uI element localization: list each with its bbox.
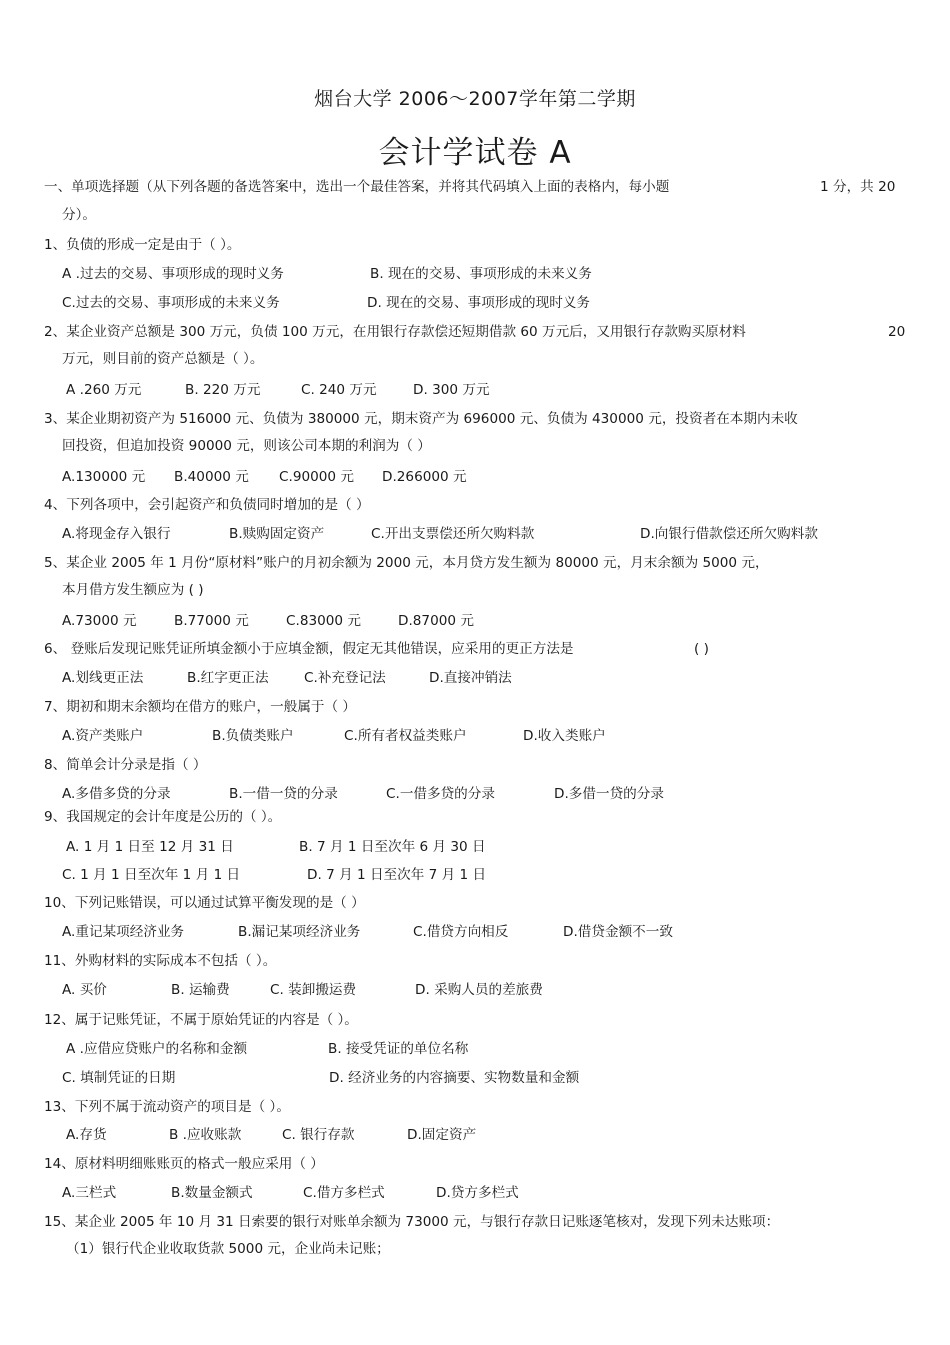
question-13-option-d: D.固定资产	[407, 1127, 477, 1143]
question-2-stem-amount: 20	[888, 324, 906, 340]
question-5-option-b: B.77000 元	[174, 613, 249, 629]
question-11-option-d: D. 采购人员的差旅费	[415, 982, 543, 998]
question-5-stem-line1: 5、某企业 2005 年 1 月份“原材料”账户的月初余额为 2000 元，本月贷方发生额为 80000 元，月末余额为 5000 元，	[44, 555, 769, 571]
question-3-option-a: A.130000 元	[62, 469, 146, 485]
question-1-stem: 1、负债的形成一定是由于（ ）。	[44, 237, 241, 253]
question-13-stem: 13、下列不属于流动资产的项目是（ ）。	[44, 1099, 290, 1115]
question-9-stem: 9、我国规定的会计年度是公历的（ ）。	[44, 809, 282, 825]
question-8-option-d: D.多借一贷的分录	[554, 786, 664, 802]
question-12-option-d: D. 经济业务的内容摘要、实物数量和金额	[329, 1070, 580, 1086]
question-11-option-c: C. 装卸搬运费	[270, 982, 357, 998]
question-14-option-b: B.数量金额式	[171, 1185, 253, 1201]
question-14-option-d: D.贷方多栏式	[436, 1185, 519, 1201]
question-3-option-d: D.266000 元	[382, 469, 467, 485]
question-4-option-b: B.赎购固定资产	[229, 526, 325, 542]
question-12-option-c: C. 填制凭证的日期	[62, 1070, 176, 1086]
question-12-option-a: A .应借应贷账户的名称和金额	[66, 1041, 248, 1057]
question-7-option-c: C.所有者权益类账户	[344, 728, 467, 744]
question-1-option-d: D. 现在的交易、事项形成的现时义务	[367, 295, 591, 311]
section-heading-cont: 分）。	[62, 207, 96, 223]
question-7-stem: 7、期初和期末余额均在借方的账户，一般属于（ ）	[44, 699, 357, 715]
question-6-stem: 6、 登账后发现记账凭证所填金额小于应填金额，假定无其他错误，应采用的更正方法是	[44, 641, 574, 657]
question-11-option-b: B. 运输费	[171, 982, 230, 998]
question-11-option-a: A. 买价	[62, 982, 107, 998]
question-9-option-b: B. 7 月 1 日至次年 6 月 30 日	[299, 839, 486, 855]
question-9-option-c: C. 1 月 1 日至次年 1 月 1 日	[62, 867, 241, 883]
question-6-answer-paren: ( )	[694, 641, 709, 657]
question-2-option-b: B. 220 万元	[185, 382, 261, 398]
question-9-option-a: A. 1 月 1 日至 12 月 31 日	[66, 839, 234, 855]
question-8-stem: 8、简单会计分录是指（ ）	[44, 757, 207, 773]
question-2-option-a: A .260 万元	[66, 382, 142, 398]
question-12-option-b: B. 接受凭证的单位名称	[328, 1041, 469, 1057]
question-7-option-b: B.负债类账户	[212, 728, 294, 744]
question-10-option-d: D.借贷金额不一致	[563, 924, 673, 940]
question-1-option-c: C.过去的交易、事项形成的未来义务	[62, 295, 280, 311]
question-5-option-d: D.87000 元	[398, 613, 474, 629]
question-9-option-d: D. 7 月 1 日至次年 7 月 1 日	[307, 867, 487, 883]
question-11-stem: 11、外购材料的实际成本不包括（ ）。	[44, 953, 277, 969]
question-2-stem-line2: 万元，则目前的资产总额是（ ）。	[62, 351, 264, 367]
question-14-option-c: C.借方多栏式	[303, 1185, 385, 1201]
question-8-option-b: B.一借一贷的分录	[229, 786, 338, 802]
question-12-stem: 12、属于记账凭证，不属于原始凭证的内容是（ ）。	[44, 1012, 358, 1028]
question-1-option-b: B. 现在的交易、事项形成的未来义务	[370, 266, 592, 282]
question-10-option-a: A.重记某项经济业务	[62, 924, 185, 940]
question-1-option-a: A .过去的交易、事项形成的现时义务	[62, 266, 284, 282]
question-13-option-a: A.存货	[66, 1127, 107, 1143]
question-6-option-d: D.直接冲销法	[429, 670, 512, 686]
question-3-stem-line2: 回投资，但追加投资 90000 元，则该公司本期的利润为（ ）	[62, 438, 431, 454]
question-3-option-b: B.40000 元	[174, 469, 249, 485]
question-13-option-c: C. 银行存款	[282, 1127, 355, 1143]
question-7-option-a: A.资产类账户	[62, 728, 144, 744]
question-6-option-a: A.划线更正法	[62, 670, 144, 686]
question-7-option-d: D.收入类账户	[523, 728, 606, 744]
question-6-option-b: B.红字更正法	[187, 670, 269, 686]
question-8-option-a: A.多借多贷的分录	[62, 786, 171, 802]
section-heading: 一、单项选择题（从下列各题的备选答案中，选出一个最佳答案，并将其代码填入上面的表格内，每小题	[44, 179, 670, 195]
question-3-stem-line1: 3、某企业期初资产为 516000 元、负债为 380000 元，期末资产为 696000 元、负债为 430000 元，投资者在本期内未收	[44, 411, 798, 427]
question-4-option-a: A.将现金存入银行	[62, 526, 171, 542]
question-14-stem: 14、原材料明细账账页的格式一般应采用（ ）	[44, 1156, 324, 1172]
question-4-option-c: C.开出支票偿还所欠购料款	[371, 526, 535, 542]
question-6-option-c: C.补充登记法	[304, 670, 386, 686]
question-2-option-c: C. 240 万元	[301, 382, 377, 398]
question-10-stem: 10、下列记账错误，可以通过试算平衡发现的是（ ）	[44, 895, 365, 911]
question-13-option-b: B .应收账款	[169, 1127, 242, 1143]
school-semester-heading: 烟台大学 2006～2007学年第二学期	[314, 88, 636, 110]
question-15-item-1: （1）银行代企业收取货款 5000 元，企业尚未记账；	[66, 1241, 390, 1257]
question-5-stem-line2: 本月借方发生额应为 ( )	[62, 582, 204, 598]
exam-title: 会计学试卷 A	[378, 135, 572, 171]
question-4-option-d: D.向银行借款偿还所欠购料款	[640, 526, 818, 542]
question-5-option-a: A.73000 元	[62, 613, 137, 629]
question-2-option-d: D. 300 万元	[413, 382, 490, 398]
question-3-option-c: C.90000 元	[279, 469, 354, 485]
question-2-stem-line1: 2、某企业资产总额是 300 万元，负债 100 万元，在用银行存款偿还短期借款 60 万元后，又用银行存款购买原材料	[44, 324, 746, 340]
question-5-option-c: C.83000 元	[286, 613, 361, 629]
question-8-option-c: C.一借多贷的分录	[386, 786, 495, 802]
section-heading-points: 1 分，共 20	[820, 179, 896, 195]
question-10-option-c: C.借贷方向相反	[413, 924, 509, 940]
question-14-option-a: A.三栏式	[62, 1185, 117, 1201]
question-10-option-b: B.漏记某项经济业务	[238, 924, 361, 940]
question-4-stem: 4、下列各项中，会引起资产和负债同时增加的是（ ）	[44, 497, 370, 513]
question-15-stem: 15、某企业 2005 年 10 月 31 日索要的银行对账单余额为 73000 元，与银行存款日记账逐笔核对，发现下列未达账项：	[44, 1214, 780, 1230]
